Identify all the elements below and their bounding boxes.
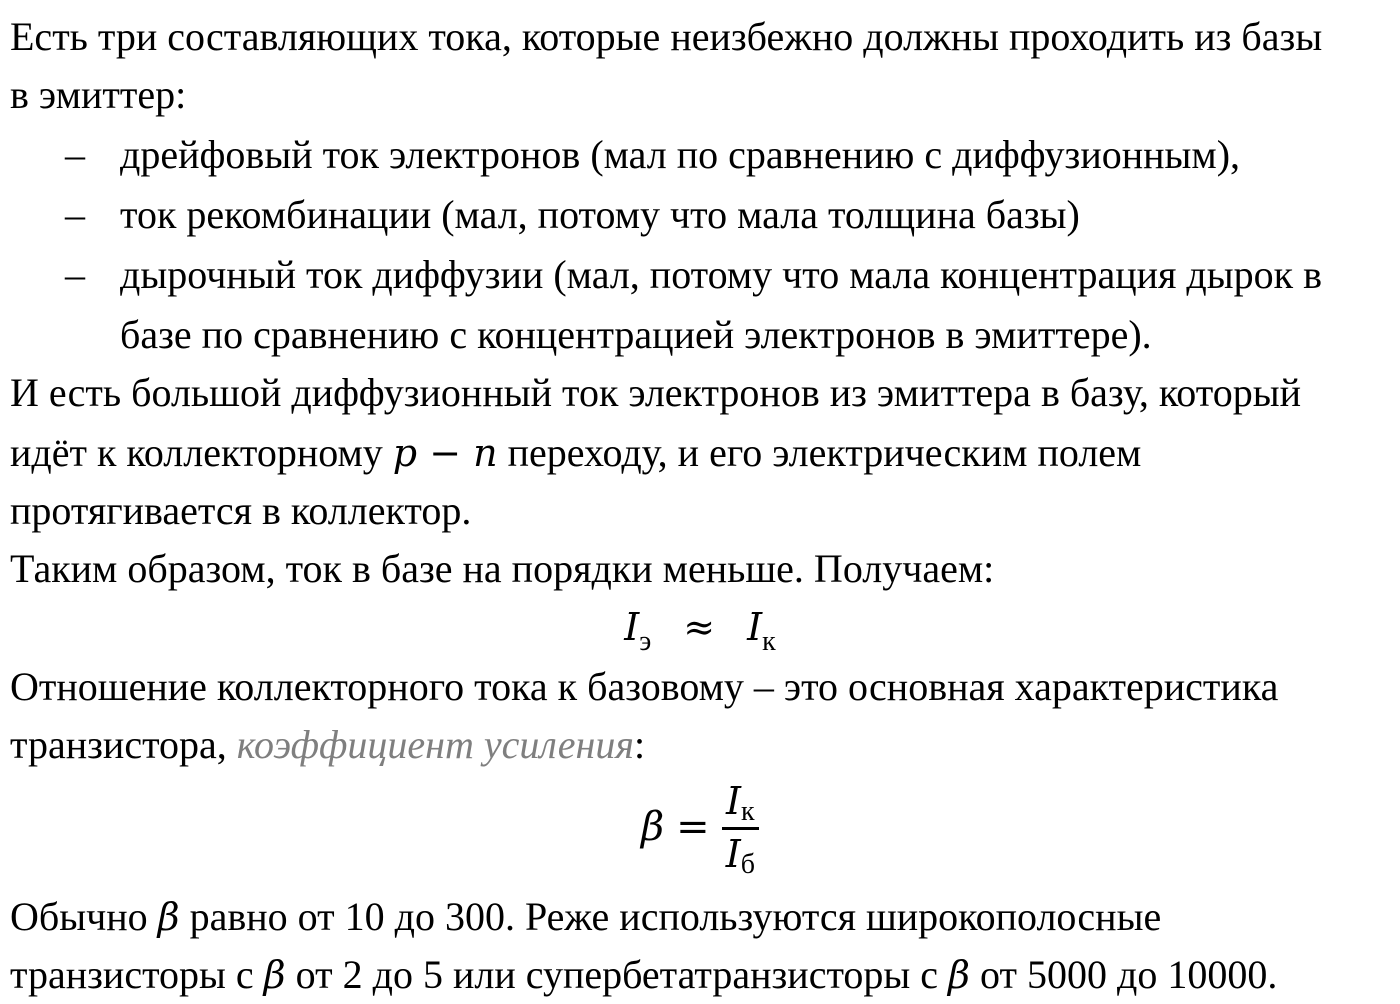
denominator-subscript: б: [740, 848, 755, 880]
diffusion-line-2: [10, 424, 1141, 482]
pn-junction-n: n: [473, 431, 498, 475]
list-item-recombination-current: ток рекомбинации (мал, потому что мала толщина базы): [120, 192, 1080, 237]
denominator-current-symbol: I: [725, 831, 741, 876]
typical-line-1-end: равно от 10 до 300. Реже используются широкополосные: [179, 894, 1162, 939]
list-item-hole-diffusion-line-2: базе по сравнению с концентрацией электронов в эмиттере).: [120, 312, 1152, 357]
ratio-line-2: [10, 716, 645, 774]
typical-line-2-part-3: от 5000 до 10000.: [970, 952, 1278, 997]
current-ratio-fraction: [722, 778, 759, 880]
numerator-subscript: к: [741, 795, 755, 827]
diffusion-line-2-end: переходу, и его электрическим полем: [497, 430, 1142, 475]
diffusion-line-1: И есть большой диффузионный ток электронов из эмиттера в базу, который: [10, 370, 1301, 415]
beta-symbol: β: [157, 895, 180, 939]
gain-beta-symbol: β: [641, 804, 665, 850]
typical-line-2: [10, 946, 1277, 1004]
beta-symbol: β: [263, 953, 286, 997]
diffusion-line-2-start: идёт к коллекторному: [10, 430, 393, 475]
ratio-line-1: Отношение коллекторного тока к базовому – это основная характеристика: [10, 664, 1279, 709]
pn-junction-p: p: [392, 431, 418, 475]
intro-line-2: в эмиттер:: [10, 72, 187, 117]
numerator-current-symbol: I: [726, 778, 742, 823]
typical-line-2-part-2: от 2 до 5 или супербетатранзисторы с: [285, 952, 949, 997]
ratio-line-2-end: :: [633, 722, 646, 767]
fraction-denominator: [722, 830, 759, 880]
formula-gain-coefficient: [0, 772, 1400, 882]
gain-coefficient-term: коэффициент усиления: [236, 722, 634, 767]
collector-current-symbol: I: [747, 605, 763, 649]
diffusion-line-3: протягивается в коллектор.: [10, 488, 472, 533]
intro-line-1: Есть три составляющих тока, которые неизбежно должны проходить из базы: [10, 14, 1323, 59]
beta-symbol: β: [948, 953, 971, 997]
emitter-current-subscript: э: [639, 626, 652, 657]
conclusion-line: Таким образом, ток в базе на порядки меньше. Получаем:: [10, 546, 995, 591]
list-bullet-3: –: [65, 252, 85, 297]
approx-sign: ≈: [683, 605, 716, 649]
list-item-drift-current: дрейфовый ток электронов (мал по сравнению с диффузионным),: [120, 132, 1241, 177]
list-bullet-1: –: [65, 132, 85, 177]
emitter-current-symbol: I: [624, 605, 640, 649]
equals-sign: =: [676, 804, 710, 850]
typical-line-1: [10, 888, 1161, 946]
typical-line-2-part-1: транзисторы с: [10, 952, 264, 997]
ratio-line-2-start: транзистора,: [10, 722, 237, 767]
collector-current-subscript: к: [762, 626, 776, 657]
fraction-numerator: [722, 778, 759, 830]
list-item-hole-diffusion-line-1: дырочный ток диффузии (мал, потому что мала концентрация дырок в: [120, 252, 1322, 297]
typical-line-1-start: Обычно: [10, 894, 158, 939]
pn-junction-minus: −: [417, 431, 474, 475]
list-bullet-2: –: [65, 192, 85, 237]
formula-emitter-collector-approx: [0, 598, 1400, 656]
